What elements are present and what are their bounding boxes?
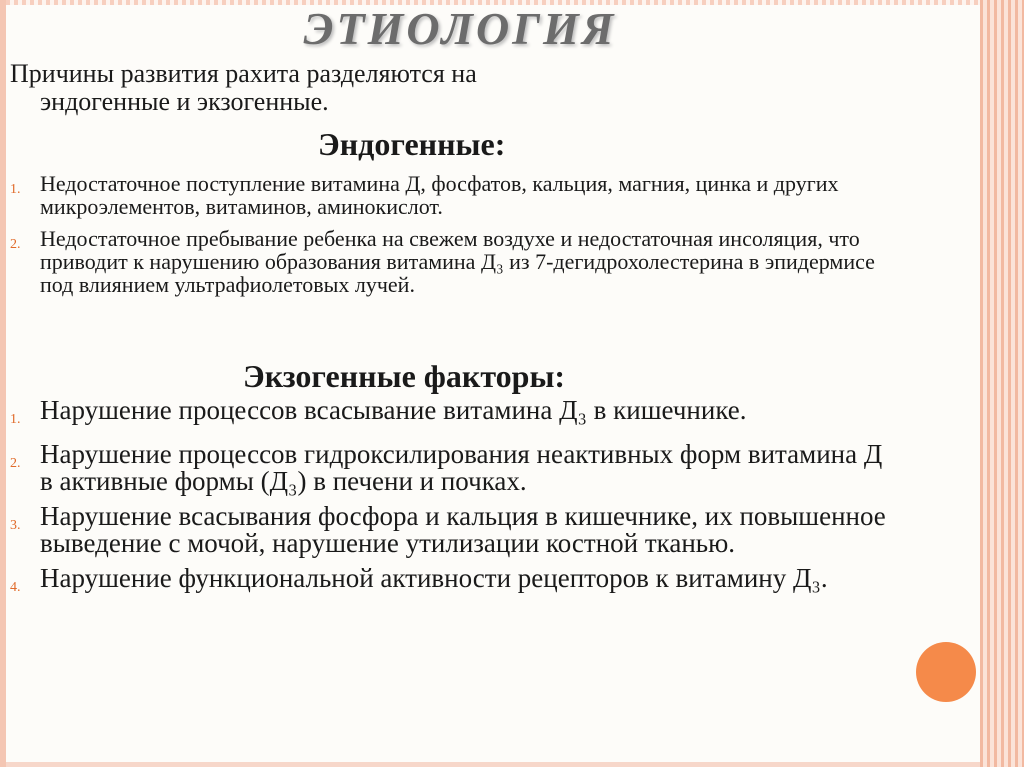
- endogenous-list: [10, 172, 900, 305]
- list-item: [10, 503, 900, 557]
- slide-border-right: [980, 0, 1024, 767]
- intro-paragraph: [10, 60, 910, 116]
- exogenous-heading: Экзогенные факторы:: [243, 358, 566, 394]
- endogenous-heading: Эндогенные:: [318, 126, 506, 162]
- intro-line-1: Причины развития рахита разделяются на: [10, 59, 477, 88]
- list-item: [10, 172, 900, 218]
- list-number: 1.: [10, 182, 21, 197]
- list-item-text: Недостаточное поступление витамина Д, фосфатов, кальция, магния, цинка и других микроэлементов, витаминов, аминокислот.: [40, 171, 839, 219]
- slide-border-bottom: [6, 762, 980, 767]
- intro-line-2: эндогенные и экзогенные.: [40, 87, 329, 116]
- slide-border-left: [0, 0, 6, 767]
- slide-title: ЭТИОЛОГИЯ: [303, 3, 617, 54]
- list-number: 4.: [10, 580, 21, 595]
- list-item: [10, 227, 900, 296]
- list-number: 2.: [10, 237, 21, 252]
- list-item: [10, 397, 900, 433]
- list-number: 3.: [10, 518, 21, 533]
- list-item: [10, 565, 900, 601]
- list-item: [10, 441, 900, 495]
- list-item-text: Недостаточное пребывание ребенка на свежем воздухе и недостаточная инсоляция, что приводит к нарушению образования витамина Д₃ из 7-дегидрохолестерина в эпидермисе под влиянием ультрафиолетовых лучей.: [40, 226, 875, 297]
- list-number: 1.: [10, 412, 21, 427]
- list-item-text: Нарушение процессов гидроксилирования неактивных форм витамина Д в активные формы (Д₃) в печени и почках.: [40, 439, 883, 496]
- list-number: 2.: [10, 456, 21, 471]
- list-item-text: Нарушение функциональной активности рецепторов к витамину Д₃.: [40, 563, 828, 593]
- exogenous-list: [10, 397, 900, 609]
- list-item-text: Нарушение всасывания фосфора и кальция в кишечнике, их повышенное выведение с мочой, нарушение утилизации костной тканью.: [40, 501, 886, 558]
- decorative-circle-icon: [916, 642, 976, 702]
- list-item-text: Нарушение процессов всасывание витамина Д₃ в кишечнике.: [40, 395, 747, 425]
